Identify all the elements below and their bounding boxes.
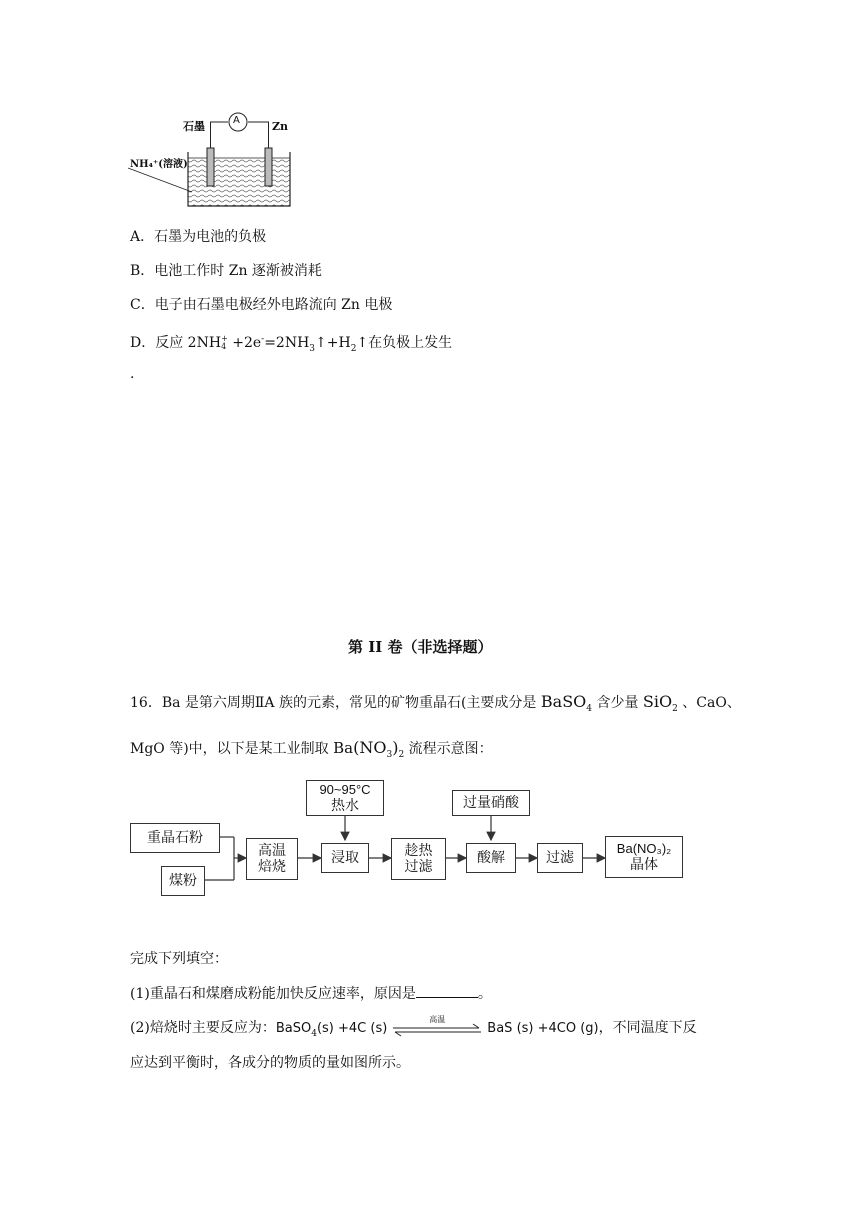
box-product: Ba(NO₃)₂ 晶体 [605, 836, 683, 878]
option-d: D．反应 2NH + 4 $+2e^-=2NH_3↑+H_2↑$在负极上发生 [130, 334, 453, 354]
fill-q1: (1)重晶石和煤磨成粉能加快反应速率，原因是 。 [130, 986, 492, 1002]
box-hotwater: 90~95°C 热水 [306, 780, 384, 816]
graphite-label: 石墨 [183, 120, 205, 133]
section-title: 第 II 卷（非选择题） [348, 638, 493, 656]
fill-q2-line2: 应达到平衡时，各成分的物质的量如图所示。 [130, 1055, 410, 1071]
dot-mark: . [130, 366, 135, 382]
box-acid: 酸解 [466, 843, 516, 873]
q16-line2: MgO 等)中，以下是某工业制取 $Ba(NO_3)_2$ 流程示意图： [130, 738, 493, 760]
option-c: C．电子由石墨电极经外电路流向 Zn 电极 [130, 297, 393, 313]
box-coal: 煤粉 [161, 866, 205, 896]
box-roast: 高温 焙烧 [246, 838, 298, 880]
box-hotfilter: 趁热 过滤 [391, 838, 446, 880]
electrolyte [188, 158, 290, 206]
solution-label: NH₄⁺(溶液) [130, 159, 188, 170]
box-leach: 浸取 [321, 843, 369, 873]
option-b: B．电池工作时 Zn 逐渐被消耗 [130, 263, 322, 279]
box-nitric: 过量硝酸 [452, 790, 530, 816]
box-filter: 过滤 [537, 843, 583, 873]
fill-intro: 完成下列填空： [130, 951, 228, 967]
box-barite: 重晶石粉 [130, 823, 220, 853]
graphite-electrode [207, 148, 214, 186]
answer-blank [416, 985, 478, 998]
ammeter-label: A [233, 115, 240, 126]
option-a: A．石墨为电池的负极 [130, 229, 267, 245]
zn-label: Zn [272, 120, 289, 133]
zn-electrode [265, 148, 272, 186]
q16-line1: 16．Ba 是第六周期ⅡA 族的元素，常见的矿物重晶石(主要成分是 BaSO$_4$ 含少量 SiO$_2$ 、CaO、 [130, 692, 741, 714]
fill-q2: (2)焙烧时主要反应为：BaSO$_4$(s) +4C (s) 高温 BaS (s) +4CO (g)，不同温度下反 [130, 1015, 697, 1039]
equilibrium-arrow: 高温 [391, 1021, 483, 1035]
